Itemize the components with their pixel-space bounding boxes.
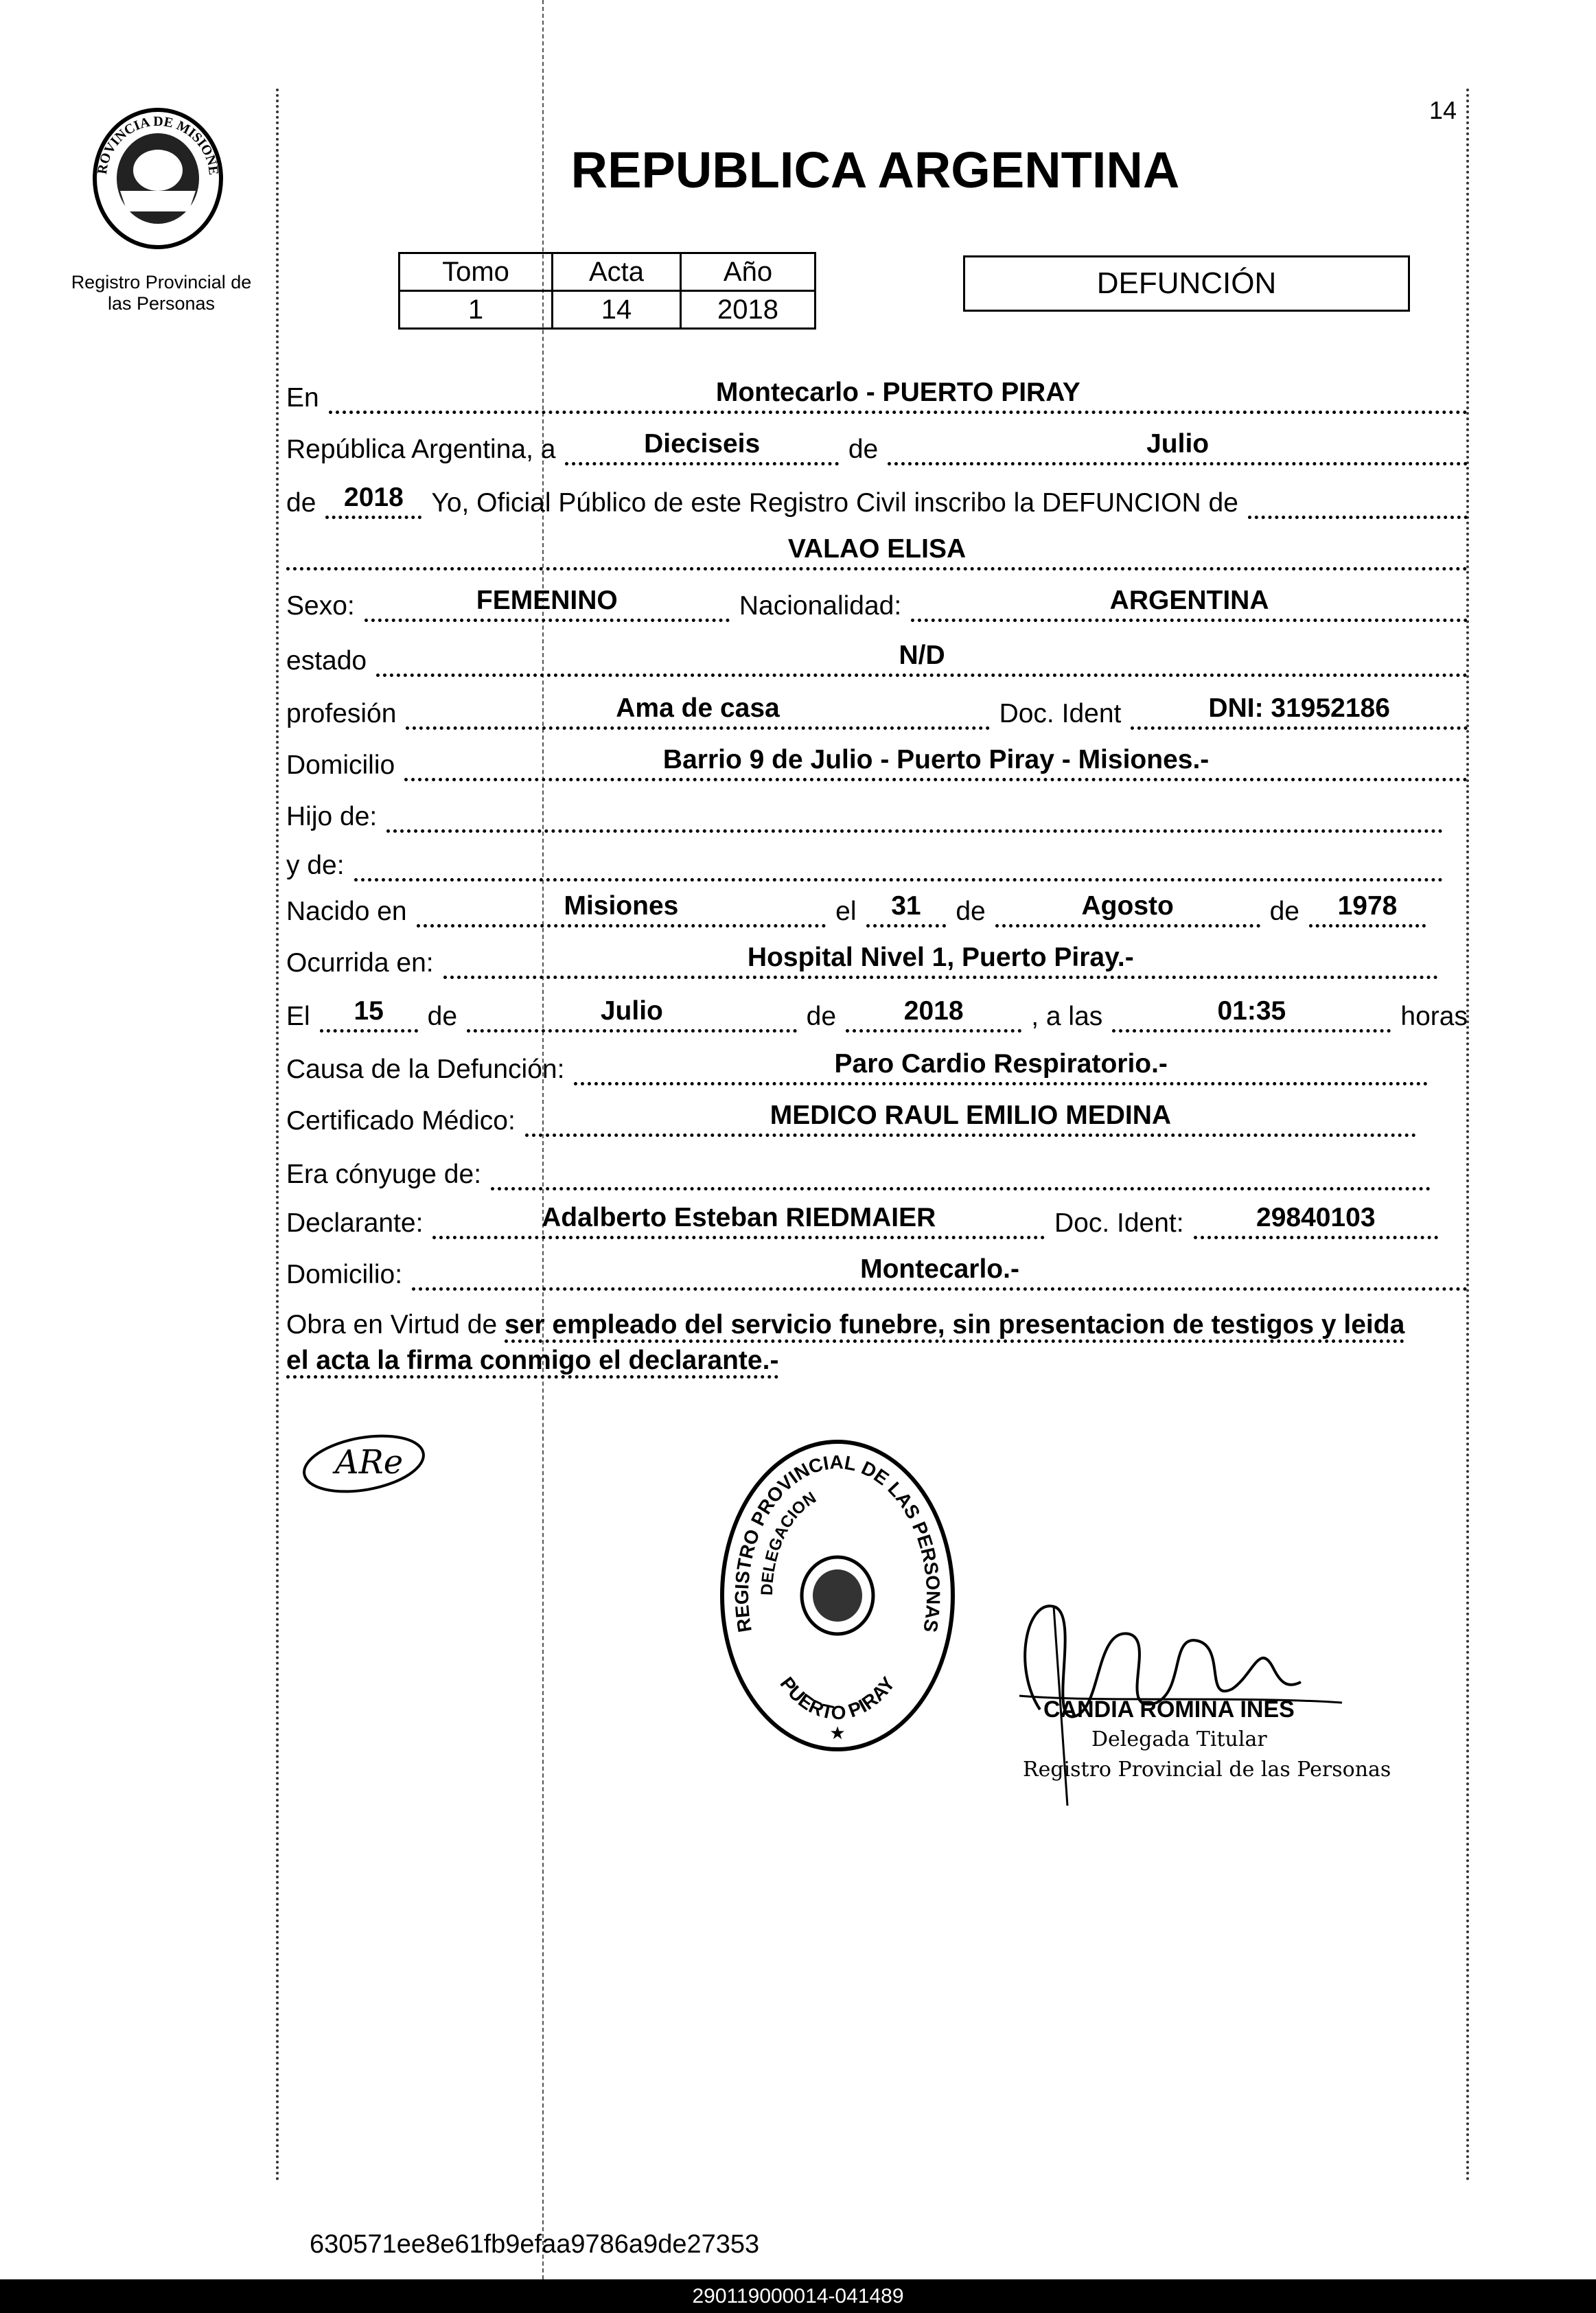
barcode-id: 290119000014-041489	[692, 2285, 904, 2308]
value-anio: 2018	[681, 291, 816, 329]
a-las-label: , a las	[1031, 1002, 1103, 1031]
barcode-id-bar	[0, 2279, 1596, 2313]
stamp-top-text: REGISTRO PROVINCIAL DE LAS PERSONAS	[730, 1451, 945, 1634]
nacido-en-field: Misiones	[417, 893, 826, 928]
republica-label: República Argentina, a	[286, 435, 556, 464]
estado-field: N/D	[376, 642, 1468, 677]
nacionalidad-label: Nacionalidad:	[739, 591, 902, 621]
en-label: En	[286, 383, 319, 413]
doc-type-box: DEFUNCIÓN	[963, 255, 1410, 312]
province-logo	[86, 102, 230, 253]
official-signature	[999, 1586, 1391, 1819]
ocurrida-field: Hospital Nivel 1, Puerto Piray.-	[443, 944, 1438, 979]
death-time-field: 01:35	[1112, 998, 1391, 1033]
doc-ident-label: Doc. Ident	[999, 699, 1122, 728]
estado-label: estado	[286, 646, 367, 676]
fold-line	[542, 0, 544, 2279]
value-acta: 14	[553, 291, 681, 329]
initials-text: ARe	[335, 1443, 404, 1482]
registry-caption-line1: Registro Provincial de	[71, 272, 252, 292]
declarante-domicilio-field: Montecarlo.-	[412, 1256, 1468, 1291]
death-month-field: Julio	[467, 998, 797, 1033]
declarante-field: Adalberto Esteban RIEDMAIER	[432, 1204, 1045, 1239]
blank-field	[1248, 484, 1468, 519]
stamp-left-text: DELEGACION	[757, 1488, 820, 1596]
birth-day-field: 31	[866, 893, 947, 928]
note-paragraph-2	[286, 1343, 1468, 1379]
header-acta: Acta	[553, 253, 681, 291]
de-label: de	[286, 488, 316, 518]
birth-month-field: Agosto	[995, 893, 1260, 928]
row-estado	[286, 642, 1468, 677]
declarante-label: Declarante:	[286, 1208, 424, 1238]
year-field: 2018	[325, 484, 421, 519]
header-anio: Año	[681, 253, 816, 291]
record-table-header	[400, 253, 816, 291]
record-table-row	[400, 291, 816, 329]
de-label: de	[956, 897, 986, 926]
el-label: el	[835, 897, 857, 926]
yo-text: Yo, Oficial Público de este Registro Civil inscribo la DEFUNCION de	[431, 488, 1238, 518]
place-field: Montecarlo - PUERTO PIRAY	[329, 379, 1468, 414]
row-domicilio	[286, 746, 1468, 781]
svg-text:★: ★	[829, 1723, 846, 1743]
domicilio-label: Domicilio	[286, 750, 395, 780]
profesion-label: profesión	[286, 699, 397, 728]
header-tomo: Tomo	[400, 253, 553, 291]
record-table	[398, 252, 816, 330]
conyuge-field	[491, 1155, 1431, 1190]
row-sexo	[286, 587, 1468, 622]
row-causa	[286, 1050, 1428, 1085]
row-death-date	[286, 998, 1468, 1033]
row-place	[286, 379, 1468, 414]
sexo-field: FEMENINO	[365, 587, 730, 622]
nacionalidad-field: ARGENTINA	[911, 587, 1468, 622]
document-hash: 630571ee8e61fb9efaa9786a9de27353	[310, 2230, 760, 2259]
signer-name: CANDIA ROMINA INES	[1043, 1696, 1295, 1723]
note-line2: el acta la firma conmigo el declarante.-	[286, 1346, 778, 1379]
page-number: 14	[1429, 96, 1457, 124]
day-words-field: Dieciseis	[565, 430, 838, 465]
yde-field	[354, 847, 1443, 882]
row-profesion	[286, 695, 1468, 730]
ocurrida-label: Ocurrida en:	[286, 948, 434, 978]
certificado-field: MEDICO RAUL EMILIO MEDINA	[525, 1102, 1416, 1137]
row-year	[286, 484, 1468, 519]
stamp-bottom-text: PUERTO PIRAY	[776, 1672, 899, 1724]
row-nacido	[286, 893, 1426, 928]
row-declarante	[286, 1204, 1438, 1239]
conyuge-label: Era cónyuge de:	[286, 1160, 482, 1189]
row-certificado	[286, 1102, 1416, 1137]
row-domicilio2	[286, 1256, 1468, 1291]
de-label: de	[806, 1002, 837, 1031]
doc-ident2-label: Doc. Ident:	[1054, 1208, 1184, 1238]
row-ocurrida	[286, 944, 1438, 979]
profesion-field: Ama de casa	[406, 695, 989, 730]
row-deceased	[286, 536, 1468, 571]
row-date	[286, 430, 1468, 465]
row-yde	[286, 847, 1443, 882]
note-prefix: Obra en Virtud de	[286, 1310, 505, 1339]
de-label: de	[848, 435, 879, 464]
nacido-label: Nacido en	[286, 897, 407, 926]
signer-role: Delegada Titular	[1091, 1727, 1267, 1751]
note-paragraph-1	[286, 1307, 1468, 1343]
official-stamp	[717, 1437, 958, 1754]
horas-label: horas	[1400, 1002, 1468, 1031]
birth-year-field: 1978	[1309, 893, 1426, 928]
yde-label: y de:	[286, 851, 345, 880]
causa-label: Causa de la Defunción:	[286, 1055, 565, 1084]
domicilio2-label: Domicilio:	[286, 1260, 403, 1289]
logo-text: ROVINCIA DE MISIONE	[94, 113, 222, 176]
deceased-name-field: VALAO ELISA	[286, 536, 1468, 571]
row-conyuge	[286, 1155, 1431, 1190]
closing-note	[286, 1307, 1468, 1379]
value-tomo: 1	[400, 291, 553, 329]
page-title: REPUBLICA ARGENTINA	[570, 141, 1180, 198]
sexo-label: Sexo:	[286, 591, 355, 621]
causa-field: Paro Cardio Respiratorio.-	[574, 1050, 1428, 1085]
el-date-label: El	[286, 1002, 310, 1031]
death-year-field: 2018	[846, 998, 1021, 1033]
svg-text:PUERTO PIRAY	[776, 1673, 899, 1724]
de-label: de	[427, 1002, 458, 1031]
certificado-label: Certificado Médico:	[286, 1106, 516, 1136]
hijo-label: Hijo de:	[286, 802, 378, 831]
registry-caption	[55, 272, 268, 314]
registry-caption-line2: las Personas	[107, 293, 216, 314]
death-day-field: 15	[320, 998, 418, 1033]
row-hijo	[286, 798, 1443, 833]
left-margin-line	[276, 89, 279, 2183]
month-field: Julio	[888, 430, 1468, 465]
note-line1: ser empleado del servicio funebre, sin presentacion de testigos y leida	[505, 1310, 1404, 1343]
declarante-doc-field: 29840103	[1194, 1204, 1438, 1239]
initials-signature	[301, 1428, 431, 1497]
hijo-field	[386, 798, 1443, 833]
domicilio-field: Barrio 9 de Julio - Puerto Piray - Misiones.-	[404, 746, 1468, 781]
signer-office: Registro Provincial de las Personas	[1023, 1758, 1391, 1782]
doc-ident-field: DNI: 31952186	[1131, 695, 1468, 730]
de-label: de	[1269, 897, 1299, 926]
